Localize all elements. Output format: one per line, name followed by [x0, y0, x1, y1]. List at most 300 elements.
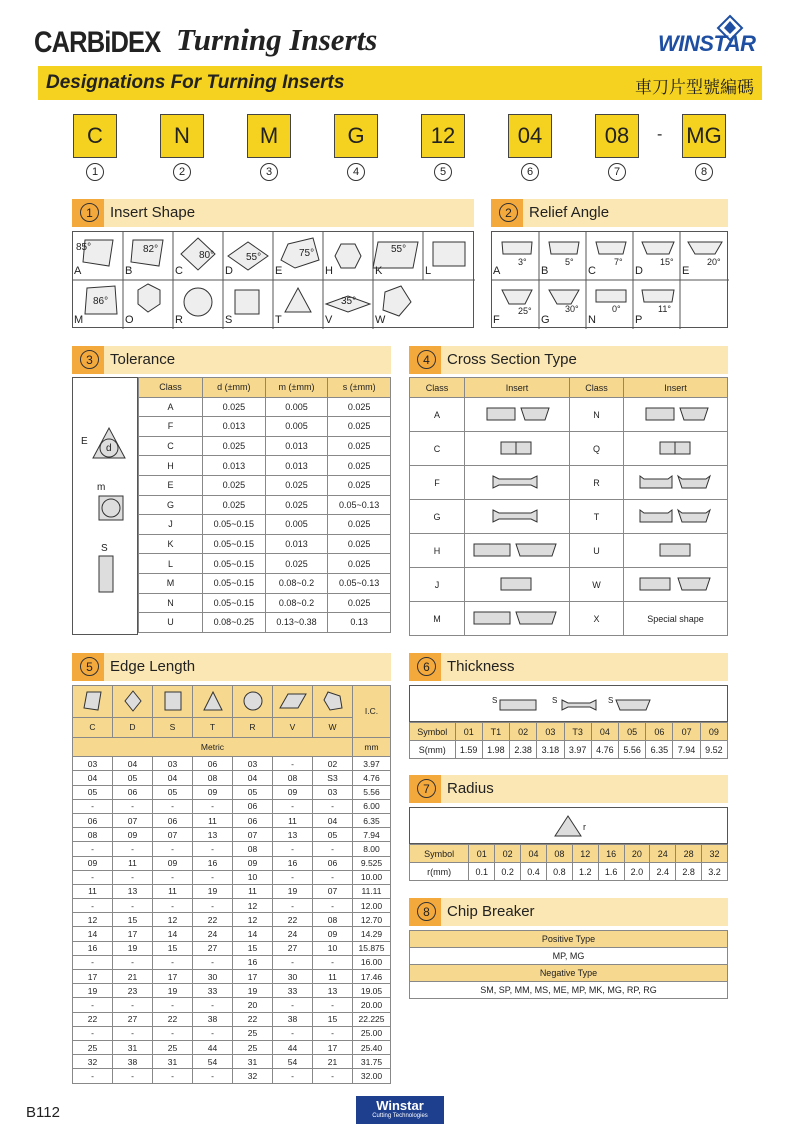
cell: 0.025: [265, 475, 328, 495]
cell: -: [73, 842, 113, 856]
cell: J: [410, 568, 465, 602]
cell: 09: [113, 828, 153, 842]
cell: 05: [618, 723, 645, 741]
table-row: [410, 534, 728, 568]
section-number: 5: [80, 657, 99, 676]
table-row: [73, 1069, 391, 1083]
cell: -: [73, 799, 113, 813]
banner-title: Designations For Turning Inserts: [46, 72, 345, 93]
cross-section-table: [409, 377, 728, 636]
cell: 04: [521, 845, 547, 863]
cell: 15.875: [353, 941, 391, 955]
cell: 30: [273, 970, 313, 984]
cell: 04: [113, 757, 153, 771]
table-row: [139, 495, 391, 515]
relief-angle-value: 15°: [660, 257, 674, 267]
cell: 06: [113, 785, 153, 799]
cell: 13: [313, 984, 353, 998]
table-row: [410, 602, 728, 636]
cell: 2.8: [676, 863, 702, 881]
shape-letter: O: [125, 314, 134, 326]
cell: E: [139, 475, 203, 495]
cell: 15: [153, 941, 193, 955]
cell: 12: [233, 913, 273, 927]
table-row: [73, 1026, 391, 1040]
cell: 16: [73, 941, 113, 955]
cell: 0.025: [203, 397, 266, 417]
cell: 0.05~0.15: [203, 534, 266, 554]
cell: 08: [546, 845, 572, 863]
cell: 24: [273, 927, 313, 941]
section-icon: [624, 398, 728, 432]
cell: -: [113, 899, 153, 913]
cell: 3.2: [702, 863, 728, 881]
section-header-edge-length: [72, 653, 391, 681]
cell: 5.56: [353, 785, 391, 799]
col-header: Class: [570, 378, 624, 398]
cell: 0.005: [265, 417, 328, 437]
thickness-label: S: [492, 696, 498, 705]
banner-title-cn: 車刀片型號編碼: [635, 78, 754, 97]
cell: 0.025: [328, 593, 391, 613]
cell: 06: [153, 813, 193, 827]
cell: 0.05~0.13: [328, 495, 391, 515]
cell: 25: [233, 1040, 273, 1054]
cell: -: [73, 1026, 113, 1040]
table-row: [139, 573, 391, 593]
section-icon: [624, 500, 728, 534]
cell: 10: [313, 941, 353, 955]
cell: 0.025: [265, 554, 328, 574]
shape-angle: 86°: [93, 296, 109, 307]
cell: 8.00: [353, 842, 391, 856]
cell: 0.025: [203, 436, 266, 456]
cell: 12: [153, 913, 193, 927]
cell: F: [410, 466, 465, 500]
cell: 0.13: [328, 613, 391, 633]
page-title: Turning Inserts: [176, 22, 378, 57]
dim-label: E: [81, 436, 88, 447]
shape-letter: R: [233, 718, 273, 738]
winstar-logo-text: WINSTAR: [658, 31, 756, 56]
cell: 08: [273, 771, 313, 785]
cell: 24: [650, 845, 676, 863]
cell: 09: [313, 927, 353, 941]
dim-label: m: [97, 482, 106, 493]
cell: S3: [313, 771, 353, 785]
cell: 6.35: [353, 813, 391, 827]
cell: 08: [233, 842, 273, 856]
code-box: N: [160, 114, 204, 158]
cell: 04: [73, 771, 113, 785]
relief-letter: B: [541, 265, 549, 277]
section-header-tolerance: [72, 346, 391, 374]
cell: 05: [313, 828, 353, 842]
shape-letter: D: [113, 718, 153, 738]
code-box: 04: [508, 114, 552, 158]
col-header: Insert: [465, 378, 570, 398]
cell: -: [193, 899, 233, 913]
table-row: [139, 456, 391, 476]
cell: 25: [73, 1040, 113, 1054]
edge-length-table: [72, 685, 391, 1084]
cell: 0.025: [328, 436, 391, 456]
relief-angle-value: 5°: [565, 257, 574, 267]
cell: -: [113, 799, 153, 813]
cell: 08: [313, 913, 353, 927]
table-row: [139, 436, 391, 456]
cell: 0.08~0.2: [265, 593, 328, 613]
cell: 0.025: [328, 475, 391, 495]
cell: 09: [193, 785, 233, 799]
mm-label: mm: [353, 737, 391, 757]
cell: S(mm): [410, 741, 456, 759]
cell: 16: [598, 845, 624, 863]
code-box: 08: [595, 114, 639, 158]
cell: -: [193, 799, 233, 813]
cell: 44: [273, 1040, 313, 1054]
section-label: Radius: [447, 780, 494, 797]
cell: 06: [233, 799, 273, 813]
cell: 23: [113, 984, 153, 998]
cell: 0.005: [265, 397, 328, 417]
cell: 2.38: [510, 741, 537, 759]
cell: 07: [153, 828, 193, 842]
cell: 19: [273, 884, 313, 898]
cell: 13: [273, 828, 313, 842]
section-icon: [465, 602, 570, 636]
cell: -: [273, 998, 313, 1012]
code-box: G: [334, 114, 378, 158]
cell: 1.59: [455, 741, 482, 759]
cell: K: [139, 534, 203, 554]
cell: -: [153, 870, 193, 884]
cell: 03: [233, 757, 273, 771]
cell: 31.75: [353, 1055, 391, 1069]
relief-angle-value: 3°: [518, 257, 527, 267]
table-row: [73, 970, 391, 984]
cell: -: [273, 1026, 313, 1040]
table-row: [410, 568, 728, 602]
cell: 07: [113, 813, 153, 827]
cell: 0.013: [265, 456, 328, 476]
shape-angle: 75°: [299, 248, 315, 259]
cell: -: [313, 998, 353, 1012]
section-label: Insert Shape: [110, 204, 196, 221]
cell: 17: [313, 1040, 353, 1054]
winstar-logo: [658, 14, 764, 56]
cell: 20: [233, 998, 273, 1012]
cell: 11.11: [353, 884, 391, 898]
cell: -: [313, 899, 353, 913]
cell: 0.025: [328, 554, 391, 574]
cell: X: [570, 602, 624, 636]
table-row: [410, 432, 728, 466]
cell: 03: [73, 757, 113, 771]
cell: 19: [113, 941, 153, 955]
relief-angle-value: 11°: [658, 304, 671, 314]
cell: -: [193, 1069, 233, 1083]
cell: 0.025: [203, 495, 266, 515]
col-header: d (±mm): [203, 378, 266, 398]
cell: 3.97: [564, 741, 591, 759]
cell: -: [273, 842, 313, 856]
cell: 02: [510, 723, 537, 741]
cell: 22: [73, 1012, 113, 1026]
cell: H: [410, 534, 465, 568]
cell: -: [153, 842, 193, 856]
cell: 54: [273, 1055, 313, 1069]
shape-letter: K: [375, 265, 383, 277]
cell: 19: [193, 884, 233, 898]
shape-icon: [113, 686, 153, 718]
cell: 7.94: [353, 828, 391, 842]
cell: 1.98: [482, 741, 509, 759]
cell: -: [73, 870, 113, 884]
cell: 06: [73, 813, 113, 827]
tolerance-diagram: [72, 377, 138, 635]
chip-type-header: Positive Type: [410, 931, 728, 948]
cell: 17: [153, 970, 193, 984]
col-header: m (±mm): [265, 378, 328, 398]
cell: -: [313, 1069, 353, 1083]
code-box: C: [73, 114, 117, 158]
table-row: [73, 913, 391, 927]
table-row: [73, 813, 391, 827]
cell: 11: [73, 884, 113, 898]
section-icon: [624, 568, 728, 602]
cell: 3.97: [353, 757, 391, 771]
cell: -: [73, 899, 113, 913]
cell: -: [153, 1069, 193, 1083]
cell: 08: [73, 828, 113, 842]
cell: 02: [313, 757, 353, 771]
code-box: 12: [421, 114, 465, 158]
cell: -: [73, 955, 113, 969]
cell: -: [273, 955, 313, 969]
code-index: 3: [260, 163, 278, 181]
cell: 0.1: [469, 863, 495, 881]
cell: 12.00: [353, 899, 391, 913]
section-icon: [465, 398, 570, 432]
table-row: [73, 757, 391, 771]
section-number: 7: [417, 779, 436, 798]
shape-letter: S: [153, 718, 193, 738]
relief-angle-value: 25°: [518, 306, 532, 316]
cell: 27: [193, 941, 233, 955]
section-icon: [465, 568, 570, 602]
col-header: Class: [410, 378, 465, 398]
cell: 17.46: [353, 970, 391, 984]
cell: 4.76: [353, 771, 391, 785]
section-number: 3: [80, 350, 99, 369]
radius-label: r: [583, 822, 586, 832]
cell: 14: [153, 927, 193, 941]
shape-letter: T: [275, 314, 282, 326]
designation-banner: [38, 66, 762, 100]
section-icon: [624, 432, 728, 466]
shape-angle: 82°: [143, 244, 159, 255]
relief-letter: F: [493, 314, 500, 326]
shape-letter: R: [175, 314, 183, 326]
table-row: [139, 475, 391, 495]
section-number: 2: [499, 203, 518, 222]
table-row: [410, 398, 728, 432]
cell: T1: [482, 723, 509, 741]
cell: 9.52: [700, 741, 727, 759]
section-header-chip-breaker: [409, 898, 728, 926]
cell: 31: [113, 1040, 153, 1054]
shape-letter: M: [74, 314, 84, 326]
cell: N: [139, 593, 203, 613]
section-label: Edge Length: [110, 658, 196, 675]
shape-icon: [153, 686, 193, 718]
cell: G: [410, 500, 465, 534]
cell: 17: [113, 927, 153, 941]
cell: 19: [153, 984, 193, 998]
relief-letter: D: [635, 265, 643, 277]
shape-icon: [313, 686, 353, 718]
cell: 0.025: [328, 534, 391, 554]
cell: 16: [273, 856, 313, 870]
table-row: [73, 870, 391, 884]
shape-letter: H: [325, 265, 333, 277]
cell: 6.00: [353, 799, 391, 813]
table-row: [73, 1040, 391, 1054]
shape-letter: C: [175, 265, 183, 277]
relief-angle-value: 20°: [707, 257, 721, 267]
cell: 04: [313, 813, 353, 827]
cell: 22.225: [353, 1012, 391, 1026]
cell: 12: [73, 913, 113, 927]
insert-shape-grid: [72, 231, 474, 328]
cell: -: [193, 842, 233, 856]
chip-type-values: SM, SP, MM, MS, ME, MP, MK, MG, RP, RG: [410, 982, 728, 999]
cell: 06: [193, 757, 233, 771]
cell: 0.013: [203, 417, 266, 437]
cell: 0.05~0.15: [203, 593, 266, 613]
cell: 22: [193, 913, 233, 927]
section-header-thickness: [409, 653, 728, 681]
cell: 0.013: [203, 456, 266, 476]
cell: 05: [73, 785, 113, 799]
cell: 0.05~0.13: [328, 573, 391, 593]
cell: 22: [273, 913, 313, 927]
cell: 11: [273, 813, 313, 827]
cell: 10.00: [353, 870, 391, 884]
code-index: 1: [86, 163, 104, 181]
col-header: Class: [139, 378, 203, 398]
footer-logo: [356, 1096, 444, 1124]
relief-letter: G: [541, 314, 550, 326]
cell: 0.4: [521, 863, 547, 881]
cell: 03: [537, 723, 564, 741]
page-number: B112: [26, 1104, 60, 1121]
cell: 21: [313, 1055, 353, 1069]
cell: 06: [233, 813, 273, 827]
cell: 08: [193, 771, 233, 785]
relief-angle-value: 7°: [614, 257, 623, 267]
table-row: [410, 741, 728, 759]
cell: -: [313, 842, 353, 856]
cell: -: [313, 799, 353, 813]
shape-letter: C: [73, 718, 113, 738]
cell: 31: [233, 1055, 273, 1069]
table-row: [73, 1012, 391, 1026]
relief-angle-grid: [491, 231, 728, 328]
table-row: [73, 771, 391, 785]
cell: 01: [469, 845, 495, 863]
cell: 15: [113, 913, 153, 927]
cell: -: [153, 955, 193, 969]
cell: 2.4: [650, 863, 676, 881]
cell: H: [139, 456, 203, 476]
cell: L: [139, 554, 203, 574]
cell: U: [570, 534, 624, 568]
cell: 31: [153, 1055, 193, 1069]
cell: -: [273, 799, 313, 813]
section-header-radius: [409, 775, 728, 803]
cell: 05: [153, 785, 193, 799]
tolerance-table: [138, 377, 391, 633]
cell: 07: [313, 884, 353, 898]
section-label: Relief Angle: [529, 204, 610, 221]
cell: 09: [233, 856, 273, 870]
cell: 0.025: [328, 397, 391, 417]
cell: 16: [233, 955, 273, 969]
cell: 11: [313, 970, 353, 984]
cell: T: [570, 500, 624, 534]
cell: J: [139, 515, 203, 535]
cell: W: [570, 568, 624, 602]
relief-letter: E: [682, 265, 690, 277]
relief-angle-value: 30°: [565, 304, 579, 314]
shape-letter: D: [225, 265, 233, 277]
cell: 03: [313, 785, 353, 799]
shape-letter: T: [193, 718, 233, 738]
cell: 19: [73, 984, 113, 998]
cell: A: [410, 398, 465, 432]
cell: -: [313, 870, 353, 884]
cell: 0.005: [265, 515, 328, 535]
cell: 0.05~0.15: [203, 554, 266, 574]
cell: 33: [273, 984, 313, 998]
cell: -: [273, 899, 313, 913]
cell: 24: [193, 927, 233, 941]
cell: 11: [113, 856, 153, 870]
cell: 1.2: [572, 863, 598, 881]
cell: -: [73, 998, 113, 1012]
cell: 05: [113, 771, 153, 785]
cell: 0.2: [495, 863, 521, 881]
section-icon: [465, 500, 570, 534]
cell: 11: [153, 884, 193, 898]
cell: 07: [673, 723, 700, 741]
cell: 17: [73, 970, 113, 984]
shape-icon: [273, 686, 313, 718]
cell: M: [139, 573, 203, 593]
cell: N: [570, 398, 624, 432]
code-index: 2: [173, 163, 191, 181]
metric-label: Metric: [73, 737, 353, 757]
cell: 0.025: [203, 475, 266, 495]
cell: 11: [193, 813, 233, 827]
shape-letter: W: [375, 314, 386, 326]
cell: 54: [193, 1055, 233, 1069]
cell: -: [153, 1026, 193, 1040]
dim-label: d: [106, 443, 112, 454]
cell: 0.025: [328, 515, 391, 535]
